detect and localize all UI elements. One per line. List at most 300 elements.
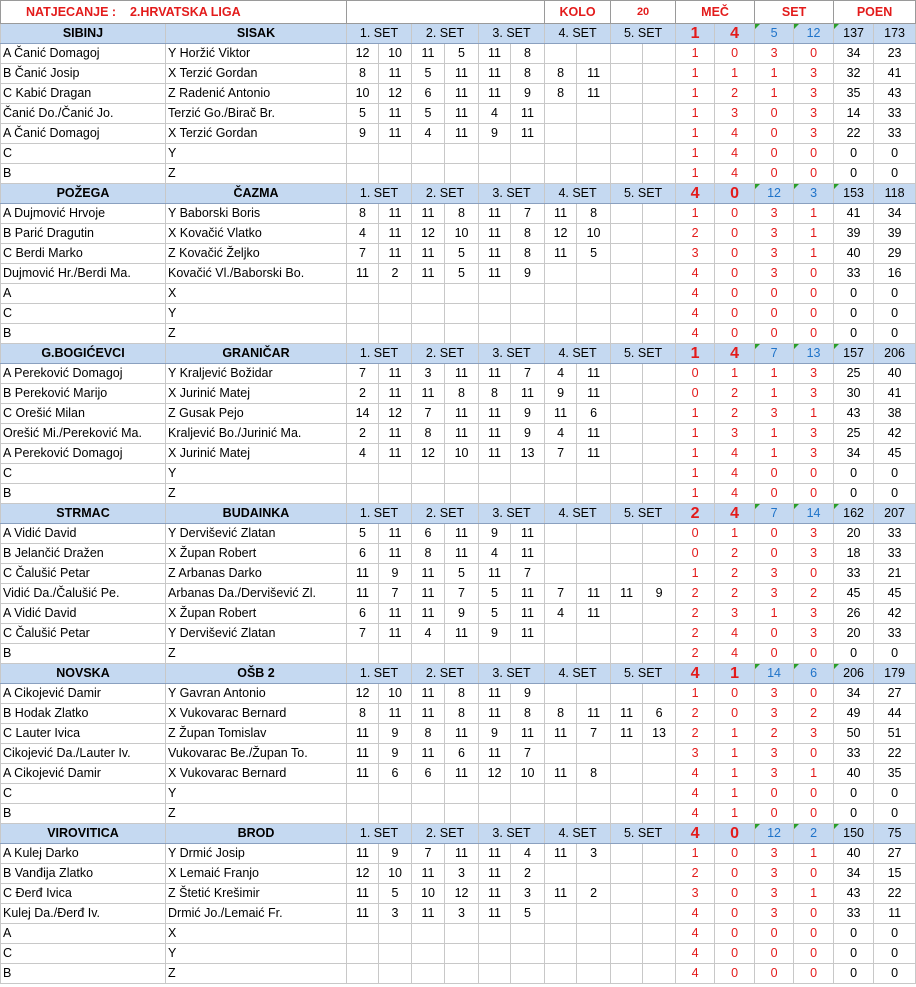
game-points-home: 40: [834, 844, 874, 864]
set-score-cell: [643, 144, 676, 164]
game-sets-home: 1: [755, 424, 794, 444]
kolo-value: 20: [611, 1, 676, 24]
set-score-cell: 4: [347, 444, 379, 464]
away-player: Terzić Go./Birač Br.: [166, 104, 347, 124]
game-row: [1, 84, 916, 104]
running-match-away: 1: [715, 724, 755, 744]
running-match-home: 4: [676, 324, 715, 344]
game-sets-home: 0: [755, 304, 794, 324]
running-match-home: 0: [676, 544, 715, 564]
set-score-cell: 9: [511, 84, 545, 104]
game-sets-away: 1: [794, 844, 834, 864]
running-match-home: 2: [676, 584, 715, 604]
set-score-cell: 11: [479, 904, 511, 924]
game-sets-home: 0: [755, 624, 794, 644]
set-score-cell: [479, 144, 511, 164]
set-score-cell: 9: [445, 604, 479, 624]
set-score-cell: 11: [577, 384, 611, 404]
away-player: Z: [166, 644, 347, 664]
title-row: [1, 1, 916, 24]
home-team-name: SIBINJ: [1, 24, 166, 44]
home-player: A: [1, 924, 166, 944]
game-row: [1, 684, 916, 704]
set-score-cell: [412, 784, 445, 804]
game-points-home: 40: [834, 244, 874, 264]
game-points-home: 0: [834, 924, 874, 944]
set-score-cell: [511, 484, 545, 504]
running-match-home: 2: [676, 644, 715, 664]
set-score-cell: 11: [379, 624, 412, 644]
running-match-away: 1: [715, 524, 755, 544]
running-match-home: 0: [676, 364, 715, 384]
set-score-cell: 11: [379, 64, 412, 84]
away-team-name: SISAK: [166, 24, 347, 44]
set-score-cell: 4: [511, 844, 545, 864]
set-score-cell: 8: [445, 684, 479, 704]
game-sets-home: 0: [755, 524, 794, 544]
game-sets-home: 2: [755, 724, 794, 744]
set-column-header: 3. SET: [479, 184, 545, 204]
sets-total-home: 12: [755, 184, 794, 204]
sets-total-away: 12: [794, 24, 834, 44]
set-score-cell: 10: [379, 864, 412, 884]
set-score-cell: 11: [545, 244, 577, 264]
set-score-cell: 3: [511, 884, 545, 904]
set-score-cell: 10: [511, 764, 545, 784]
set-score-cell: 11: [511, 544, 545, 564]
set-score-cell: [412, 324, 445, 344]
game-points-away: 43: [874, 84, 916, 104]
set-score-cell: [643, 464, 676, 484]
set-score-cell: 2: [379, 264, 412, 284]
set-column-header: 3. SET: [479, 344, 545, 364]
set-score-cell: [379, 304, 412, 324]
set-score-cell: [611, 284, 643, 304]
set-score-cell: 9: [511, 684, 545, 704]
set-score-cell: [611, 744, 643, 764]
set-score-cell: 11: [611, 724, 643, 744]
game-points-home: 0: [834, 964, 874, 984]
game-points-away: 33: [874, 544, 916, 564]
away-player: Kraljević Bo./Jurinić Ma.: [166, 424, 347, 444]
away-player: X Jurinić Matej: [166, 444, 347, 464]
set-score-cell: [611, 844, 643, 864]
game-points-home: 26: [834, 604, 874, 624]
set-score-cell: 10: [379, 684, 412, 704]
game-row: [1, 844, 916, 864]
set-score-cell: 6: [412, 84, 445, 104]
set-score-cell: [611, 464, 643, 484]
running-match-away: 0: [715, 704, 755, 724]
sets-total-home: 7: [755, 344, 794, 364]
game-sets-away: 3: [794, 104, 834, 124]
running-match-away: 1: [715, 804, 755, 824]
game-points-away: 22: [874, 884, 916, 904]
game-sets-home: 3: [755, 244, 794, 264]
set-score-cell: 11: [379, 124, 412, 144]
set-score-cell: [511, 464, 545, 484]
game-points-home: 14: [834, 104, 874, 124]
away-player: Y Kraljević Božidar: [166, 364, 347, 384]
game-sets-away: 1: [794, 204, 834, 224]
game-points-away: 0: [874, 924, 916, 944]
set-score-cell: 8: [545, 704, 577, 724]
home-player: C Čalušić Petar: [1, 624, 166, 644]
running-match-home: 1: [676, 564, 715, 584]
home-player: A Cikojević Damir: [1, 684, 166, 704]
game-sets-away: 3: [794, 384, 834, 404]
home-player: A Čanić Domagoj: [1, 44, 166, 64]
set-score-cell: 11: [412, 204, 445, 224]
game-row: [1, 904, 916, 924]
set-score-cell: 11: [511, 524, 545, 544]
set-score-cell: 8: [347, 64, 379, 84]
game-row: [1, 304, 916, 324]
set-score-cell: [347, 484, 379, 504]
game-row: [1, 204, 916, 224]
set-score-cell: 11: [412, 384, 445, 404]
set-score-cell: [412, 464, 445, 484]
set-score-cell: [643, 964, 676, 984]
set-score-cell: [577, 964, 611, 984]
kolo-label: KOLO: [545, 1, 611, 24]
set-score-cell: [545, 164, 577, 184]
set-score-cell: [347, 324, 379, 344]
set-score-cell: [643, 764, 676, 784]
natjecanje-label: NATJECANJE :: [26, 4, 117, 19]
game-points-away: 40: [874, 364, 916, 384]
set-score-cell: 11: [445, 544, 479, 564]
set-score-cell: 11: [577, 364, 611, 384]
home-player: B Pereković Marijo: [1, 384, 166, 404]
game-points-away: 0: [874, 464, 916, 484]
home-player: A Vidić David: [1, 524, 166, 544]
set-score-cell: [643, 244, 676, 264]
running-match-home: 4: [676, 904, 715, 924]
away-player: Arbanas Da./Dervišević Zl.: [166, 584, 347, 604]
set-score-cell: [611, 424, 643, 444]
game-sets-away: 1: [794, 224, 834, 244]
set-column-header: 5. SET: [611, 184, 676, 204]
game-sets-home: 1: [755, 364, 794, 384]
set-score-cell: 8: [577, 764, 611, 784]
home-player: B: [1, 324, 166, 344]
running-match-home: 4: [676, 944, 715, 964]
game-sets-away: 0: [794, 44, 834, 64]
game-sets-away: 2: [794, 704, 834, 724]
away-player: Z Arbanas Darko: [166, 564, 347, 584]
points-total-away: 206: [874, 344, 916, 364]
set-score-cell: [643, 784, 676, 804]
game-points-home: 34: [834, 44, 874, 64]
running-match-away: 1: [715, 364, 755, 384]
set-score-cell: 11: [577, 84, 611, 104]
game-points-away: 22: [874, 744, 916, 764]
set-score-cell: 8: [479, 384, 511, 404]
home-team-name: G.BOGIĆEVCI: [1, 344, 166, 364]
set-score-cell: [511, 644, 545, 664]
game-points-home: 34: [834, 684, 874, 704]
away-player: X Vukovarac Bernard: [166, 764, 347, 784]
running-match-home: 1: [676, 844, 715, 864]
set-score-cell: [611, 564, 643, 584]
running-match-home: 3: [676, 244, 715, 264]
running-match-home: 3: [676, 884, 715, 904]
home-player: A Dujmović Hrvoje: [1, 204, 166, 224]
game-row: [1, 724, 916, 744]
set-score-cell: 10: [577, 224, 611, 244]
set-score-cell: [545, 144, 577, 164]
match-header-row: [1, 664, 916, 684]
set-score-cell: 11: [611, 704, 643, 724]
set-score-cell: 11: [347, 764, 379, 784]
home-player: Orešić Mi./Pereković Ma.: [1, 424, 166, 444]
set-score-cell: [412, 804, 445, 824]
set-score-cell: 9: [545, 384, 577, 404]
set-column-header: 2. SET: [412, 344, 479, 364]
set-column-header: 5. SET: [611, 824, 676, 844]
game-points-home: 22: [834, 124, 874, 144]
set-score-cell: 10: [347, 84, 379, 104]
game-points-away: 44: [874, 704, 916, 724]
running-match-away: 0: [715, 304, 755, 324]
set-score-cell: 11: [511, 604, 545, 624]
sheet-body: [1, 1, 916, 984]
running-match-away: 4: [715, 444, 755, 464]
game-sets-home: 0: [755, 804, 794, 824]
set-score-cell: 6: [347, 544, 379, 564]
home-player: C Kabić Dragan: [1, 84, 166, 104]
sets-total-home: 5: [755, 24, 794, 44]
running-match-home: 0: [676, 384, 715, 404]
home-player: A: [1, 284, 166, 304]
set-score-cell: [347, 924, 379, 944]
away-player: Y: [166, 144, 347, 164]
set-score-cell: [611, 784, 643, 804]
set-score-cell: 3: [412, 364, 445, 384]
set-score-cell: [445, 964, 479, 984]
set-score-cell: [545, 104, 577, 124]
set-score-cell: [545, 564, 577, 584]
set-score-cell: 11: [445, 724, 479, 744]
set-score-cell: 7: [511, 744, 545, 764]
set-column-header: 2. SET: [412, 824, 479, 844]
set-score-cell: [577, 624, 611, 644]
points-total-away: 207: [874, 504, 916, 524]
away-player: Z: [166, 484, 347, 504]
match-score-away: 1: [715, 664, 755, 684]
game-points-away: 38: [874, 404, 916, 424]
set-score-cell: [545, 744, 577, 764]
game-points-home: 0: [834, 484, 874, 504]
set-score-cell: 11: [379, 444, 412, 464]
game-points-away: 27: [874, 684, 916, 704]
set-column-header: 1. SET: [347, 24, 412, 44]
set-score-cell: 11: [545, 884, 577, 904]
away-player: X: [166, 284, 347, 304]
set-score-cell: [379, 464, 412, 484]
set-score-cell: [412, 964, 445, 984]
set-score-cell: 8: [577, 204, 611, 224]
set-score-cell: [643, 864, 676, 884]
away-team-name: BROD: [166, 824, 347, 844]
game-sets-home: 3: [755, 44, 794, 64]
set-score-cell: [611, 384, 643, 404]
home-player: C Čalušić Petar: [1, 564, 166, 584]
set-score-cell: [479, 304, 511, 324]
set-score-cell: 8: [511, 44, 545, 64]
away-player: Drmić Jo./Lemaić Fr.: [166, 904, 347, 924]
set-score-cell: 11: [412, 584, 445, 604]
home-player: C Đerđ Ivica: [1, 884, 166, 904]
set-score-cell: [611, 484, 643, 504]
set-score-cell: 2: [347, 424, 379, 444]
set-score-cell: [643, 164, 676, 184]
match-score-home: 4: [676, 664, 715, 684]
home-player: B: [1, 484, 166, 504]
set-score-cell: [577, 544, 611, 564]
game-sets-away: 0: [794, 804, 834, 824]
set-score-cell: 11: [412, 744, 445, 764]
running-match-away: 2: [715, 384, 755, 404]
set-score-cell: 11: [347, 724, 379, 744]
game-sets-away: 0: [794, 784, 834, 804]
game-points-home: 0: [834, 304, 874, 324]
set-column-header: 2. SET: [412, 504, 479, 524]
game-row: [1, 484, 916, 504]
running-match-away: 2: [715, 404, 755, 424]
set-score-cell: 11: [479, 704, 511, 724]
game-row: [1, 544, 916, 564]
home-player: C: [1, 464, 166, 484]
set-score-cell: 12: [347, 684, 379, 704]
set-score-cell: [577, 44, 611, 64]
game-points-away: 0: [874, 144, 916, 164]
game-row: [1, 584, 916, 604]
set-score-cell: [611, 244, 643, 264]
game-row: [1, 604, 916, 624]
game-sets-away: 3: [794, 624, 834, 644]
game-row: [1, 284, 916, 304]
running-match-home: 4: [676, 784, 715, 804]
set-score-cell: 5: [445, 244, 479, 264]
game-row: [1, 804, 916, 824]
set-score-cell: [511, 924, 545, 944]
set-score-cell: 6: [379, 764, 412, 784]
set-column-header: 1. SET: [347, 504, 412, 524]
match-score-home: 4: [676, 184, 715, 204]
set-score-cell: [379, 784, 412, 804]
set-score-cell: 4: [545, 604, 577, 624]
set-score-cell: 11: [379, 424, 412, 444]
game-row: [1, 364, 916, 384]
set-score-cell: [643, 104, 676, 124]
game-row: [1, 884, 916, 904]
set-score-cell: [511, 804, 545, 824]
game-points-away: 0: [874, 964, 916, 984]
game-points-home: 0: [834, 164, 874, 184]
set-score-cell: 11: [347, 584, 379, 604]
running-match-away: 4: [715, 124, 755, 144]
set-score-cell: [445, 304, 479, 324]
match-header-row: [1, 504, 916, 524]
game-points-home: 30: [834, 384, 874, 404]
match-score-away: 4: [715, 24, 755, 44]
home-player: B Parić Dragutin: [1, 224, 166, 244]
game-sets-away: 0: [794, 864, 834, 884]
set-score-cell: [611, 404, 643, 424]
set-score-cell: 4: [479, 104, 511, 124]
set-score-cell: [577, 524, 611, 544]
game-points-away: 15: [874, 864, 916, 884]
set-score-cell: 4: [347, 224, 379, 244]
game-points-home: 34: [834, 864, 874, 884]
home-player: B: [1, 964, 166, 984]
set-column-header: 1. SET: [347, 664, 412, 684]
set-score-cell: [611, 924, 643, 944]
away-player: Y: [166, 944, 347, 964]
game-points-home: 33: [834, 904, 874, 924]
set-score-cell: [643, 564, 676, 584]
set-score-cell: 8: [347, 704, 379, 724]
set-score-cell: 11: [445, 64, 479, 84]
set-score-cell: [643, 544, 676, 564]
set-score-cell: 11: [445, 764, 479, 784]
set-score-cell: [479, 464, 511, 484]
game-points-away: 0: [874, 164, 916, 184]
game-row: [1, 964, 916, 984]
set-score-cell: [445, 784, 479, 804]
game-sets-home: 3: [755, 884, 794, 904]
set-score-cell: 11: [577, 604, 611, 624]
set-score-cell: 4: [545, 364, 577, 384]
set-score-cell: [545, 304, 577, 324]
set-score-cell: 7: [545, 444, 577, 464]
league-name: 2.HRVATSKA LIGA: [129, 4, 241, 19]
set-score-cell: [643, 204, 676, 224]
running-match-away: 4: [715, 484, 755, 504]
set-score-cell: 9: [479, 624, 511, 644]
points-total-away: 118: [874, 184, 916, 204]
set-score-cell: [643, 304, 676, 324]
set-score-cell: 11: [445, 524, 479, 544]
game-sets-away: 0: [794, 484, 834, 504]
set-score-cell: [577, 144, 611, 164]
game-sets-away: 0: [794, 144, 834, 164]
points-total-away: 75: [874, 824, 916, 844]
set-score-cell: [611, 224, 643, 244]
set-score-cell: 8: [511, 244, 545, 264]
set-score-cell: 7: [511, 364, 545, 384]
set-score-cell: [643, 384, 676, 404]
set-score-cell: 12: [545, 224, 577, 244]
sets-total-home: 14: [755, 664, 794, 684]
away-player: Z Kovačić Željko: [166, 244, 347, 264]
game-sets-home: 0: [755, 164, 794, 184]
home-player: B Čanić Josip: [1, 64, 166, 84]
set-score-cell: 9: [479, 524, 511, 544]
game-points-away: 45: [874, 584, 916, 604]
set-score-cell: 10: [412, 884, 445, 904]
set-score-cell: [545, 624, 577, 644]
game-sets-home: 0: [755, 104, 794, 124]
game-sets-home: 3: [755, 704, 794, 724]
set-score-cell: [577, 944, 611, 964]
running-match-home: 1: [676, 44, 715, 64]
running-match-away: 1: [715, 784, 755, 804]
running-match-home: 1: [676, 484, 715, 504]
set-score-cell: 11: [511, 624, 545, 644]
